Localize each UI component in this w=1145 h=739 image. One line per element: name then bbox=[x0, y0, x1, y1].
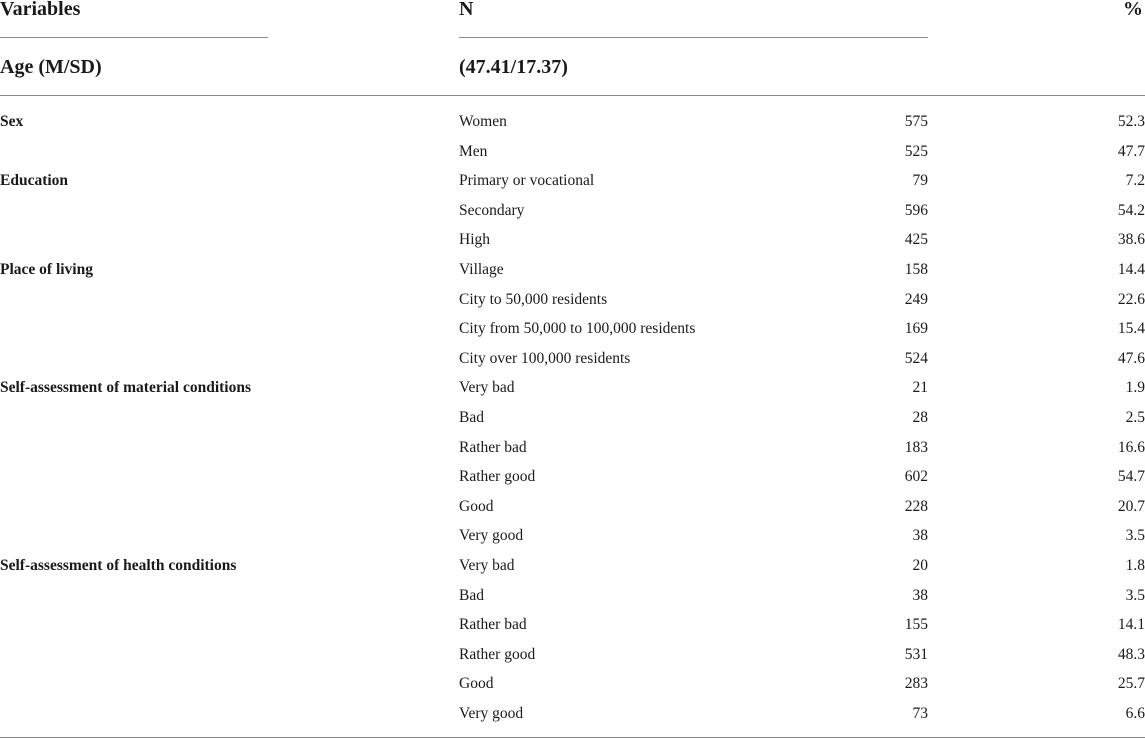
row-level: Very bad bbox=[459, 557, 515, 574]
row-level: Primary or vocational bbox=[459, 172, 595, 189]
row-n-value: 183 bbox=[904, 439, 928, 456]
row-percent-value: 3.5 bbox=[1125, 587, 1145, 604]
row-category: Self-assessment of health conditions bbox=[0, 557, 237, 574]
row-level: Bad bbox=[459, 409, 484, 426]
row-level: Rather good bbox=[459, 646, 536, 663]
row-level: High bbox=[459, 231, 490, 248]
row-category: Place of living bbox=[0, 261, 93, 278]
row-n-value: 228 bbox=[904, 498, 928, 515]
row-level: Rather bad bbox=[459, 616, 527, 633]
row-percent-value: 25.7 bbox=[1117, 675, 1145, 692]
row-level: City to 50,000 residents bbox=[459, 291, 608, 308]
row-percent-value: 1.8 bbox=[1125, 557, 1145, 574]
row-n-value: 524 bbox=[904, 350, 928, 367]
header-variables-underline bbox=[0, 37, 268, 38]
row-n-value: 38 bbox=[912, 527, 928, 544]
row-level: Men bbox=[459, 143, 488, 160]
row-percent-value: 20.7 bbox=[1117, 498, 1145, 515]
row-percent-value: 52.3 bbox=[1117, 113, 1145, 130]
header-percent: % bbox=[1123, 0, 1143, 20]
row-n-value: 169 bbox=[904, 320, 928, 337]
header-n: N bbox=[459, 0, 474, 20]
row-percent-value: 15.4 bbox=[1117, 320, 1145, 337]
header-age-value: (47.41/17.37) bbox=[459, 56, 568, 78]
header-age-label: Age (M/SD) bbox=[0, 56, 102, 78]
row-category: Education bbox=[0, 172, 69, 189]
row-level: Good bbox=[459, 498, 494, 515]
row-percent-value: 16.6 bbox=[1117, 439, 1145, 456]
row-percent-value: 6.6 bbox=[1125, 705, 1145, 722]
row-level: Very bad bbox=[459, 379, 515, 396]
row-n-value: 531 bbox=[904, 646, 928, 663]
row-percent-value: 47.6 bbox=[1117, 350, 1145, 367]
row-percent-value: 14.4 bbox=[1117, 261, 1145, 278]
row-level: Good bbox=[459, 675, 494, 692]
row-n-value: 155 bbox=[904, 616, 928, 633]
row-level: Bad bbox=[459, 587, 484, 604]
row-n-value: 425 bbox=[904, 231, 928, 248]
row-percent-value: 54.2 bbox=[1117, 202, 1145, 219]
row-percent-value: 3.5 bbox=[1125, 527, 1145, 544]
row-n-value: 28 bbox=[912, 409, 928, 426]
row-percent-value: 22.6 bbox=[1117, 291, 1145, 308]
row-n-value: 21 bbox=[912, 379, 928, 396]
row-level: Women bbox=[459, 113, 507, 130]
row-percent-value: 47.7 bbox=[1117, 143, 1145, 160]
row-level: Very good bbox=[459, 705, 524, 722]
row-level: Village bbox=[459, 261, 504, 278]
row-level: Very good bbox=[459, 527, 524, 544]
row-percent-value: 7.2 bbox=[1125, 172, 1145, 189]
header-variables: Variables bbox=[0, 0, 81, 20]
row-category: Sex bbox=[0, 113, 24, 130]
row-level: City over 100,000 residents bbox=[459, 350, 631, 367]
row-n-value: 38 bbox=[912, 587, 928, 604]
row-level: Rather good bbox=[459, 468, 536, 485]
row-n-value: 20 bbox=[912, 557, 928, 574]
row-n-value: 158 bbox=[904, 261, 928, 278]
row-n-value: 575 bbox=[904, 113, 928, 130]
row-level: City from 50,000 to 100,000 residents bbox=[459, 320, 696, 337]
row-category: Self-assessment of material conditions bbox=[0, 379, 251, 396]
row-n-value: 283 bbox=[904, 675, 928, 692]
row-percent-value: 38.6 bbox=[1117, 231, 1145, 248]
row-n-value: 596 bbox=[904, 202, 928, 219]
row-percent-value: 54.7 bbox=[1117, 468, 1145, 485]
row-n-value: 73 bbox=[912, 705, 928, 722]
row-level: Secondary bbox=[459, 202, 525, 219]
row-n-value: 79 bbox=[912, 172, 928, 189]
header-bottom-rule bbox=[0, 95, 1145, 96]
row-n-value: 525 bbox=[904, 143, 928, 160]
row-percent-value: 14.1 bbox=[1117, 616, 1145, 633]
row-percent-value: 48.3 bbox=[1117, 646, 1145, 663]
row-n-value: 602 bbox=[904, 468, 928, 485]
row-n-value: 249 bbox=[904, 291, 928, 308]
table-bottom-rule bbox=[0, 737, 1145, 738]
row-percent-value: 2.5 bbox=[1125, 409, 1145, 426]
row-percent-value: 1.9 bbox=[1125, 379, 1145, 396]
row-level: Rather bad bbox=[459, 439, 527, 456]
header-n-underline bbox=[459, 37, 928, 38]
